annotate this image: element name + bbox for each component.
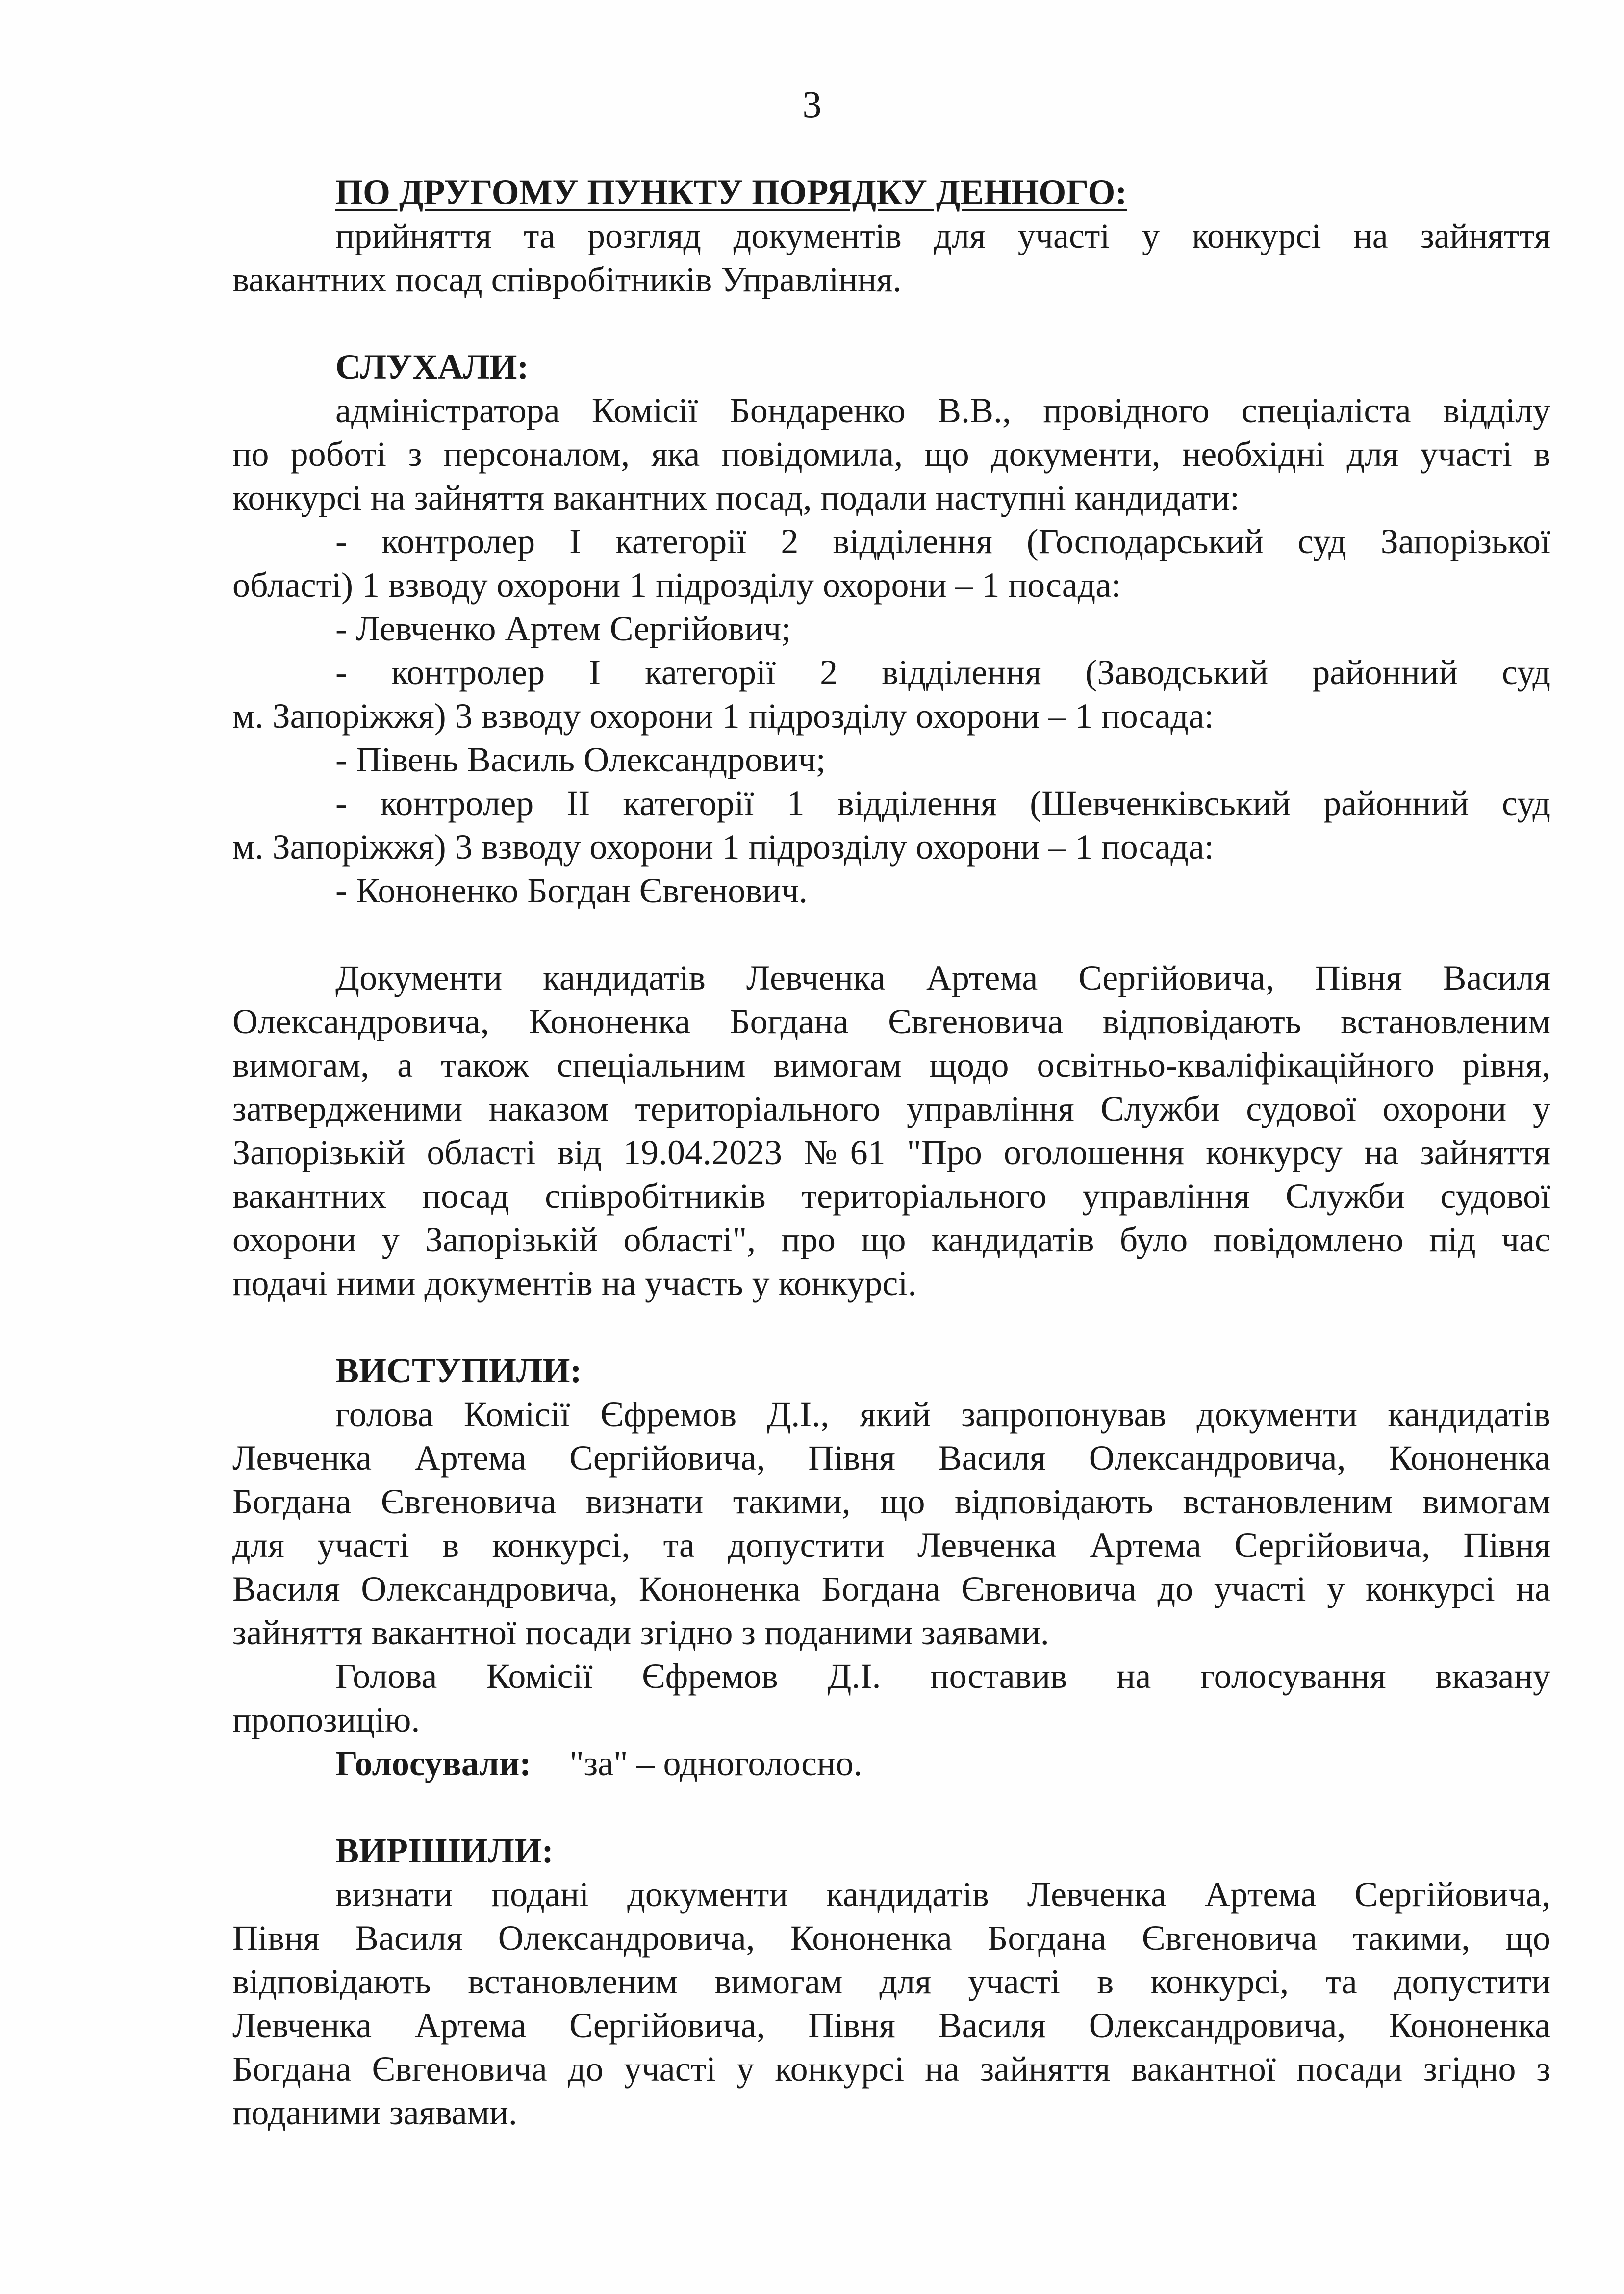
- heard-line: області) 1 взводу охорони 1 підрозділу охорони – 1 посада:: [232, 565, 1121, 605]
- document-body: [232, 171, 1550, 2135]
- decided-heading: ВИРІШИЛИ:: [335, 1831, 554, 1870]
- heard-line: м. Запоріжжя) 3 взводу охорони 1 підрозділу охорони – 1 посада:: [232, 827, 1214, 867]
- decided-line: Левченка Артема Сергійовича, Півня Василя Олександровича, Кононенка: [232, 2006, 1550, 2045]
- vote-value: "за" – одноголосно.: [569, 1744, 863, 1783]
- decided-line: відповідають встановленим вимогам для участі в конкурсі, та допустити: [232, 1962, 1550, 2001]
- agenda-item-line-2: вакантних посад співробітників Управління.: [232, 260, 902, 299]
- spoke-line: Голова Комісії Єфремов Д.І. поставив на голосування вказану: [335, 1657, 1550, 1696]
- agenda-item-line-1: прийняття та розгляд документів для участі у конкурсі на зайняття: [335, 216, 1550, 255]
- documents-line: вимогам, а також спеціальним вимогам щодо освітньо-кваліфікаційного рівня,: [232, 1045, 1550, 1085]
- spoke-line: Левченка Артема Сергійовича, Півня Василя Олександровича, Кононенка: [232, 1438, 1550, 1478]
- vote-line: [232, 1742, 1550, 1785]
- page-number: 3: [802, 83, 822, 126]
- agenda-item-heading-text: ПО ДРУГОМУ ПУНКТУ ПОРЯДКУ ДЕННОГО:: [335, 173, 1127, 212]
- decided-line: Богдана Євгеновича до участі у конкурсі на зайняття вакантної посади згідно з: [232, 2049, 1550, 2089]
- documents-line: охорони у Запорізькій області", про що кандидатів було повідомлено під час: [232, 1220, 1550, 1259]
- documents-line: затвердженими наказом територіального управління Служби судової охорони у: [232, 1089, 1550, 1128]
- spoke-line: Василя Олександровича, Кононенка Богдана Євгеновича до участі у конкурсі на: [232, 1569, 1550, 1608]
- documents-line: Олександровича, Кононенка Богдана Євгеновича відповідають встановленим: [232, 1002, 1550, 1041]
- decided-line: визнати подані документи кандидатів Левченка Артема Сергійовича,: [335, 1875, 1550, 1914]
- spoke-line: зайняття вакантної посади згідно з поданими заявами.: [232, 1613, 1049, 1652]
- spoke-line: для участі в конкурсі, та допустити Левченка Артема Сергійовича, Півня: [232, 1526, 1550, 1565]
- heard-line: конкурсі на зайняття вакантних посад, подали наступні кандидати:: [232, 478, 1240, 517]
- heard-candidate: - Кононенко Богдан Євгенович.: [335, 871, 808, 910]
- documents-line: вакантних посад співробітників територіального управління Служби судової: [232, 1176, 1550, 1216]
- heard-line: по роботі з персоналом, яка повідомила, що документи, необхідні для участі в: [232, 434, 1550, 474]
- heard-heading: СЛУХАЛИ:: [335, 347, 529, 386]
- spoke-line: пропозицію.: [232, 1700, 420, 1739]
- heard-line: м. Запоріжжя) 3 взводу охорони 1 підрозділу охорони – 1 посада:: [232, 696, 1214, 736]
- decided-line: поданими заявами.: [232, 2093, 517, 2132]
- vote-label: Голосували:: [335, 1744, 532, 1783]
- heard-line: - контролер ІІ категорії 1 відділення (Шевченківський районний суд: [335, 784, 1550, 823]
- agenda-item-heading: [232, 171, 1550, 214]
- heard-line: - контролер І категорії 2 відділення (Господарський суд Запорізької: [335, 522, 1550, 561]
- spoke-line: Богдана Євгеновича визнати такими, що відповідають встановленим вимогам: [232, 1482, 1550, 1521]
- heard-line: адміністратора Комісії Бондаренко В.В., провідного спеціаліста відділу: [335, 391, 1550, 430]
- heard-line: - контролер І категорії 2 відділення (Заводський районний суд: [335, 653, 1550, 692]
- heard-candidate: - Півень Василь Олександрович;: [335, 740, 826, 779]
- documents-line: Запорізькій області від 19.04.2023 №61 "Про оголошення конкурсу на зайняття: [232, 1133, 1550, 1172]
- spoke-heading: ВИСТУПИЛИ:: [335, 1351, 582, 1390]
- documents-line: Документи кандидатів Левченка Артема Сергійовича, Півня Василя: [335, 958, 1550, 997]
- spoke-line: голова Комісії Єфремов Д.І., який запропонував документи кандидатів: [335, 1395, 1550, 1434]
- documents-line: подачі ними документів на участь у конкурсі.: [232, 1264, 917, 1303]
- heard-candidate: - Левченко Артем Сергійович;: [335, 609, 791, 648]
- decided-line: Півня Василя Олександровича, Кононенка Богдана Євгеновича такими, що: [232, 1918, 1550, 1958]
